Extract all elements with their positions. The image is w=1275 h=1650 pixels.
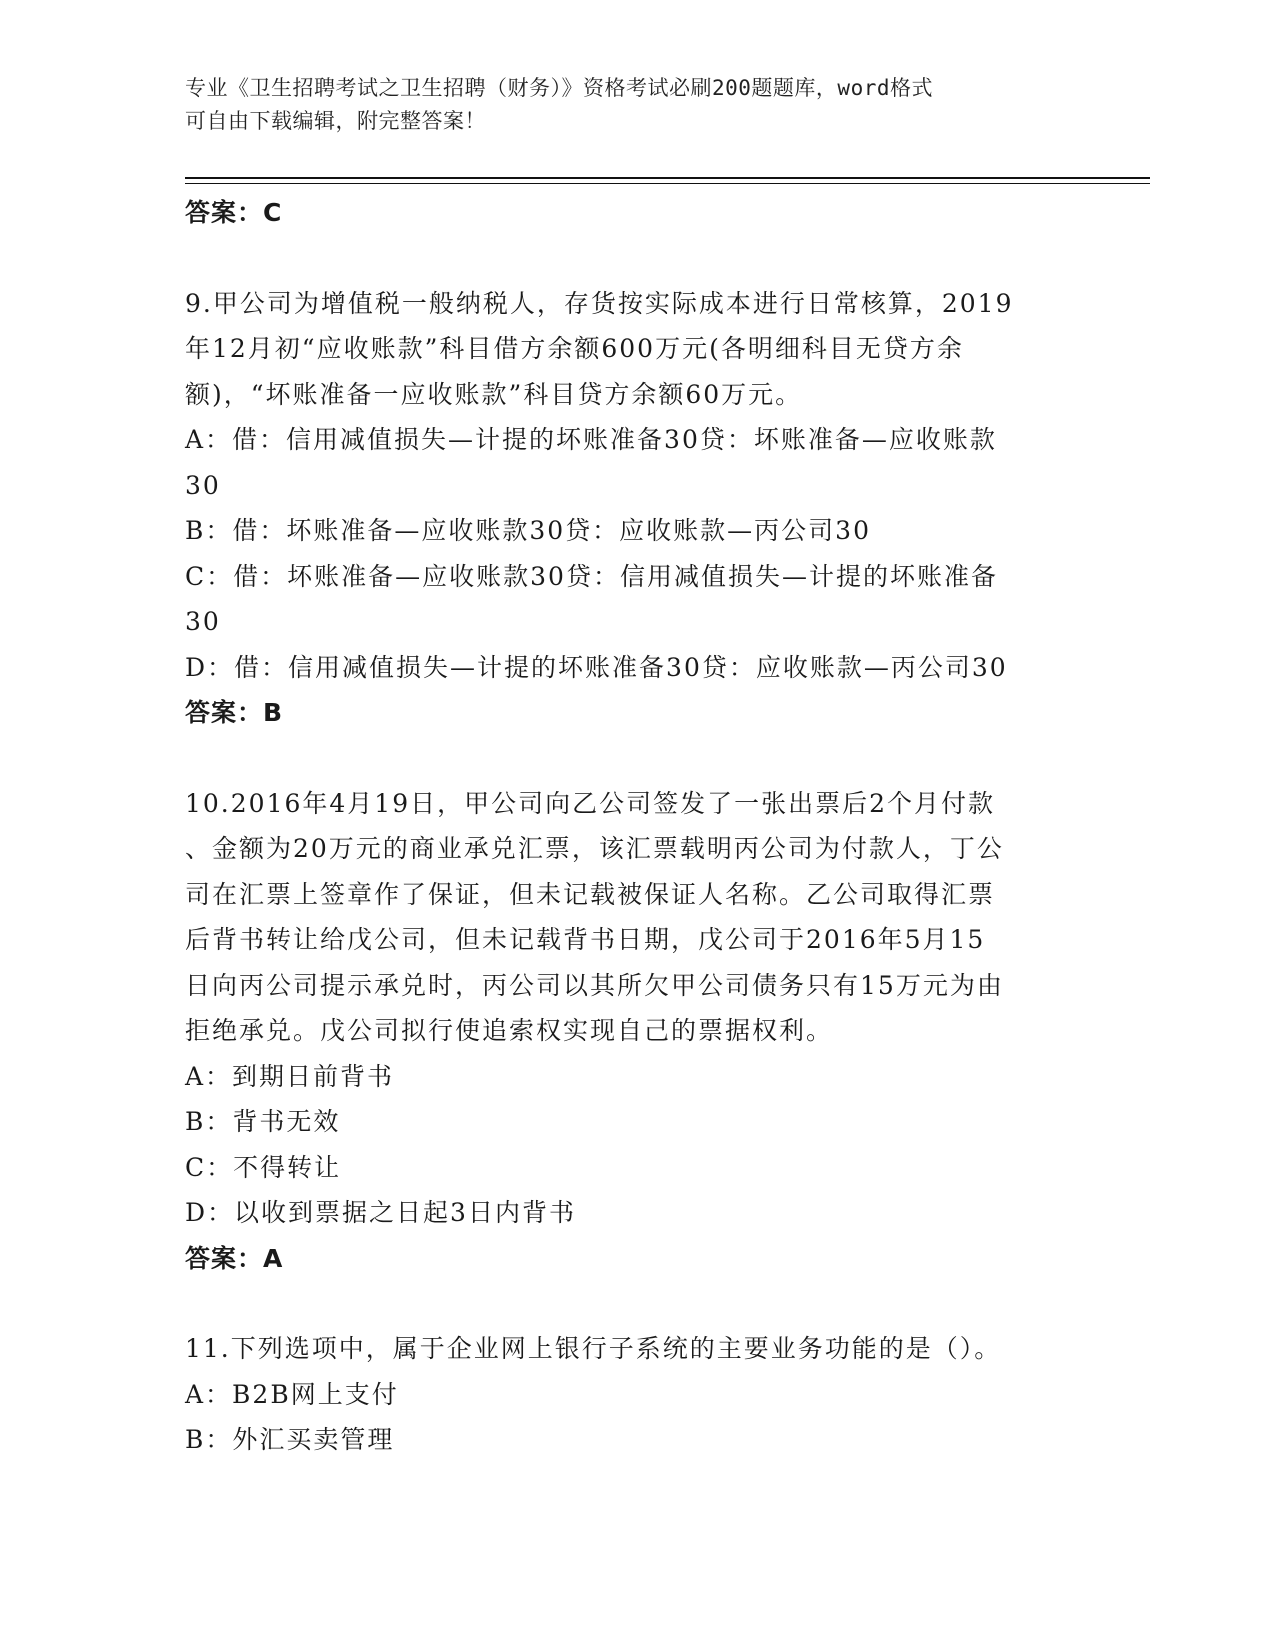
answer-label: 答案：B [185,698,284,727]
question-stem-line: 10.2016年4月19日，甲公司向乙公司签发了一张出票后2个月付款 [185,788,996,818]
question-9 [185,281,1065,736]
document-body [185,190,1065,1463]
header-line-2: 可自由下载编辑，附完整答案！ [185,109,486,133]
option-d: D：借：信用减值损失—计提的坏账准备30贷：应收账款—丙公司30 [185,652,1008,682]
option-c: C：不得转让 [185,1152,342,1182]
header-line-1: 专业《卫生招聘考试之卫生招聘（财务）》资格考试必刷200题题库，word格式 [185,76,933,100]
question-stem-line: 11.下列选项中，属于企业网上银行子系统的主要业务功能的是（）。 [185,1334,1002,1363]
question-11 [185,1326,1065,1463]
option-c-continued: 30 [185,607,221,636]
question-stem-line: 9.甲公司为增值税一般纳税人，存货按实际成本进行日常核算，2019 [185,288,1014,318]
option-a-continued: 30 [185,470,221,500]
answer-label: 答案：C [185,198,283,227]
option-c: C：借：坏账准备—应收账款30贷：信用减值损失—计提的坏账准备 [185,561,998,591]
option-d: D：以收到票据之日起3日内背书 [185,1198,576,1227]
question-stem-line: 司在汇票上签章作了保证，但未记载被保证人名称。乙公司取得汇票 [185,879,996,909]
spacer [185,1281,1065,1326]
question-stem-line: 后背书转让给戊公司，但未记载背书日期，戊公司于2016年5月15 [185,925,986,954]
header-rule-thin [185,183,1150,184]
question-stem-line: 额)，“坏账准备一应收账款”科目贷方余额60万元。 [185,379,803,409]
option-b: B：背书无效 [185,1107,341,1136]
answer-label: 答案：A [185,1243,284,1273]
question-stem-line: 、金额为20万元的商业承兑汇票，该汇票载明丙公司为付款人，丁公 [185,834,1004,863]
spacer [185,236,1065,281]
option-a: A：B2B网上支付 [185,1379,399,1409]
question-stem-line: 年12月初“应收账款”科目借方余额600万元(各明细科目无贷方余 [185,334,964,363]
header-rule-thick [185,177,1150,179]
option-a: A：借：信用减值损失—计提的坏账准备30贷：坏账准备—应收账款 [185,425,997,454]
spacer [185,736,1065,781]
option-b: B：外汇买卖管理 [185,1425,395,1454]
page-header [185,72,1065,138]
question-stem-line: 拒绝承兑。戊公司拟行使追索权实现自己的票据权利。 [185,1016,834,1045]
question-stem-line: 日向丙公司提示承兑时，丙公司以其所欠甲公司债务只有15万元为由 [185,970,1004,1000]
option-b: B：借：坏账准备—应收账款30贷：应收账款—丙公司30 [185,516,871,545]
question-10 [185,781,1065,1282]
option-a: A：到期日前背书 [185,1061,395,1091]
